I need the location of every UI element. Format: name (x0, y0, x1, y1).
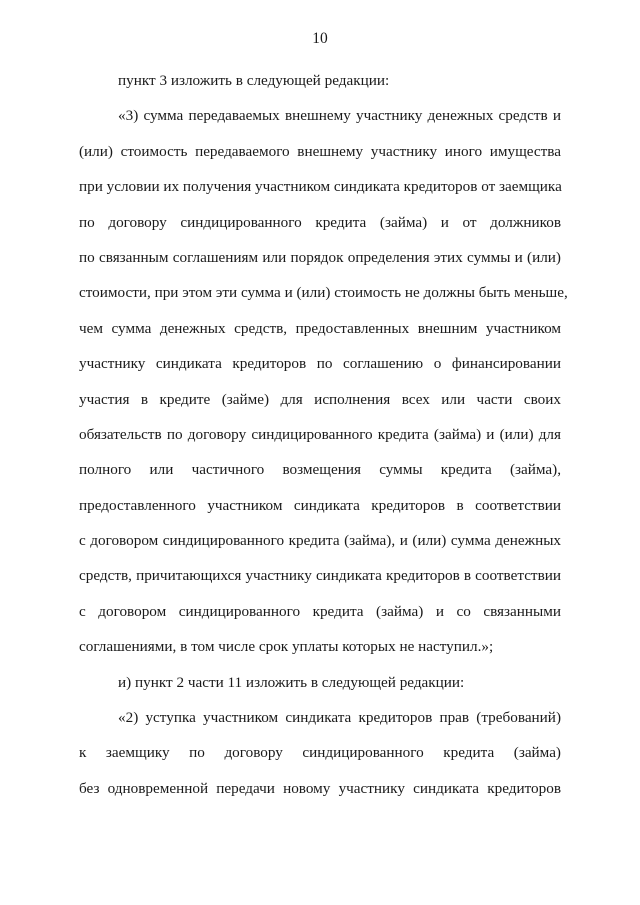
text-line: к заемщику по договору синдицированного кредита (займа) (79, 744, 561, 762)
text-line: при условии их получения участником синдиката кредиторов от заемщика (79, 178, 562, 196)
text-line: обязательств по договору синдицированного кредита (займа) и (или) для (79, 425, 561, 443)
text-line: предоставленного участником синдиката кредиторов в соответствии (79, 496, 561, 514)
text-line: по договору синдицированного кредита (займа) и от должников (79, 213, 561, 231)
text-line: с договором синдицированного кредита (займа) и со связанными (79, 602, 561, 620)
page-number: 10 (312, 30, 328, 47)
text-line: без одновременной передачи новому участнику синдиката кредиторов (79, 779, 561, 797)
text-line: по связанным соглашениям или порядок определения этих суммы и (или) (79, 248, 561, 266)
document-body (79, 66, 568, 809)
text-line: участнику синдиката кредиторов по соглашению о финансировании (79, 355, 561, 373)
text-line: «3) сумма передаваемых внешнему участнику денежных средств и (118, 107, 561, 125)
text-line: (или) стоимость передаваемого внешнему участнику иного имущества (79, 142, 561, 160)
text-line: участия в кредите (займе) для исполнения всех или части своих (79, 390, 561, 408)
text-line: пункт 3 изложить в следующей редакции: (118, 72, 390, 89)
text-line: с договором синдицированного кредита (займа), и (или) сумма денежных (79, 532, 561, 550)
text-line: соглашениями, в том числе срок уплаты которых не наступил.»; (79, 638, 494, 656)
text-line: и) пункт 2 части 11 изложить в следующей редакции: (118, 673, 465, 691)
text-line: стоимости, при этом эти сумма и (или) стоимость не должны быть меньше, (79, 284, 568, 302)
text-line: «2) уступка участником синдиката кредиторов прав (требований) (118, 709, 561, 727)
text-line: полного или частичного возмещения суммы кредита (займа), (79, 461, 561, 479)
text-line: чем сумма денежных средств, предоставленных внешним участником (79, 319, 561, 337)
text-line: средств, причитающихся участнику синдиката кредиторов в соответствии (79, 567, 561, 585)
